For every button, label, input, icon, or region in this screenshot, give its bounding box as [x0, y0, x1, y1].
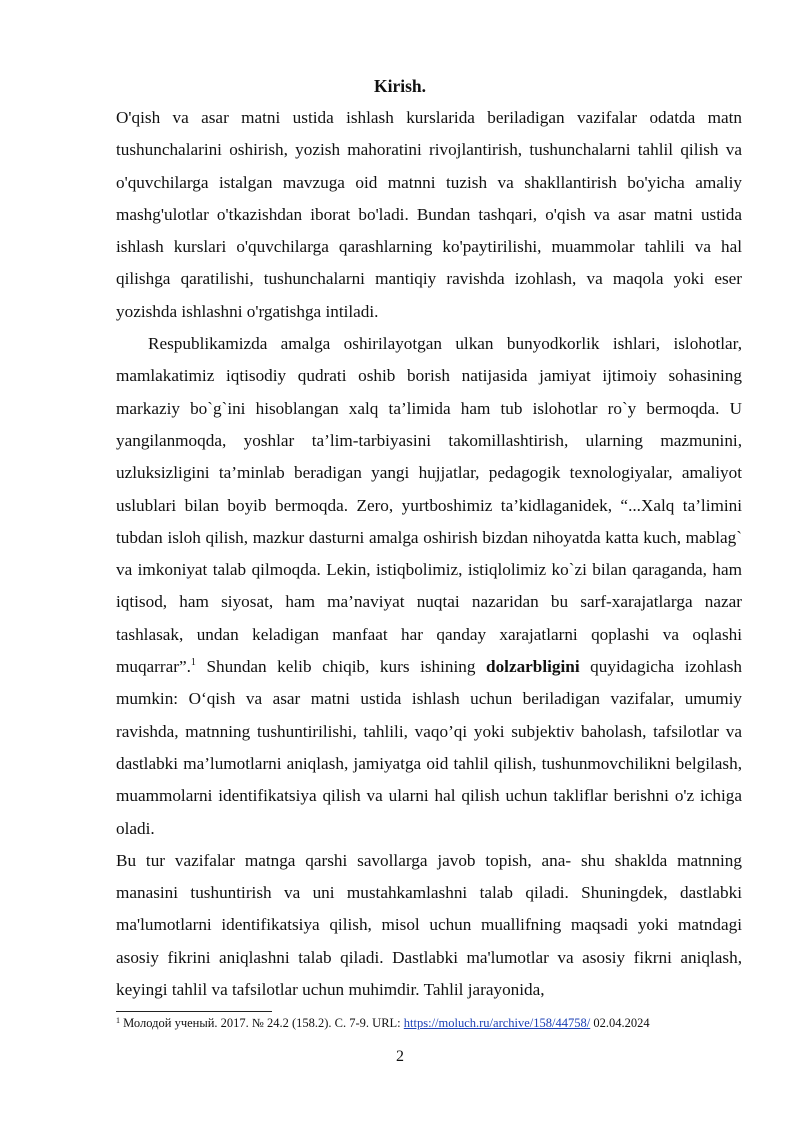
- section-title: Kirish.: [373, 76, 427, 96]
- bold-term: dolzarbligini: [486, 657, 580, 677]
- page-number: 2: [396, 1048, 404, 1065]
- footnote-divider: [116, 1011, 272, 1012]
- paragraph-2-continuation: Shundan kelib chiqib, kurs ishining: [195, 657, 487, 677]
- paragraph-2: [116, 328, 742, 845]
- footnote-marker: 1: [116, 1016, 120, 1025]
- paragraph-2-end: quyidagicha izohlash mumkin: O‘qish va asar matni ustida ishlash uchun beriladigan vazifalar, umumiy ravishda, matnning tushuntirilishi, tahlili, vaqo’qi yoki subjektiv baholash, tafsilotlar va dastlabki ma’lumotlarni aniqlash, jamiyatga oid tahlil qilish, tushunmovchilikni belgilash, muammolarni identifikatsiya qilish va ularni hal qilish uchun takliflar berishni o'z ichiga oladi.: [116, 657, 742, 838]
- footnote-text: Молодой ученый. 2017. № 24.2 (158.2). С. 7-9. URL:: [120, 1016, 404, 1030]
- footnote: [116, 1015, 756, 1031]
- footnote-reference[interactable]: 1: [190, 657, 196, 669]
- paragraph-1: O'qish va asar matni ustida ishlash kurslarida beriladigan vazifalar odatda matn tushunchalarini oshirish, yozish mahoratini rivojlantirish, tushunchalarni tahlil qilish va o'quvchilarga istalgan mavzuga oid matnni tuzish va shakllantirish bo'yicha amaliy mashg'ulotlar o'tkazishdan iborat bo'ladi. Bundan tashqari, o'qish va asar matni ustida ishlash kurslari o'quvchilarga qarashlarning ko'paytirilishi, muammolar tahlili va hal qilishga qaratilishi, tushunchalarni mantiqiy ravishda izohlash, va maqola yoki eser yozishda ishlashni o'rgatishga intiladi.: [116, 108, 742, 321]
- paragraph-3: Bu tur vazifalar matnga qarshi savollarga javob topish, ana- shu shaklda matnning manasini tushuntirish va uni mustahkamlashni talab qiladi. Shuningdek, dastlabki ma'lumotlarni identifikatsiya qilish, misol uchun muallifning maqsadi yoki matndagi asosiy fikrini aniqlashni talab qiladi. Dastlabki ma'lumotlar va asosiy fikrni aniqlash, keyingi tahlil va tafsilotlar uchun muhimdir. Tahlil jarayonida,: [116, 850, 742, 1000]
- footnote-link[interactable]: https://moluch.ru/archive/158/44758/: [403, 1016, 591, 1030]
- footnote-date: 02.04.2024: [590, 1016, 650, 1030]
- paragraph-2-text: Respublikamizda amalga oshirilayotgan ulkan bunyodkorlik ishlari, islohotlar, mamlakatimiz iqtisodiy qudrati oshib borish natijasida jamiyat ijtimoiy sohasining markaziy bo`g`ini hisoblangan xalq ta’limida ham tub islohotlar ro`y bermoqda. U yangilanmoqda, yoshlar ta’lim-tarbiyasini takomillashtirish, ularning mazmunini, uzluksizligini ta’minlab beradigan yangi hujjatlar, pedagogik texnologiyalar, amaliyot uslublari bilan boyib bermoqda. Zero, yurtboshimiz ta’kidlaganidek, “...Xalq ta’limini tubdan isloh qilish, mazkur dasturni amalga oshirish bizdan nihoyatda katta kuch, mablag` va imkoniyat talab qilmoqda. Lekin, istiqbolimiz, istiqlolimiz ko`zi bilan qaraganda, ham iqtisod, ham siyosat, ham ma’naviyat nuqtai nazaridan bu sarf-xarajatlarga nazar tashlasak, undan keladigan manfaat har qanday xarajatlarni qoplashi va oqlashi muqarrar”.: [116, 334, 742, 677]
- body-text: [116, 102, 742, 1006]
